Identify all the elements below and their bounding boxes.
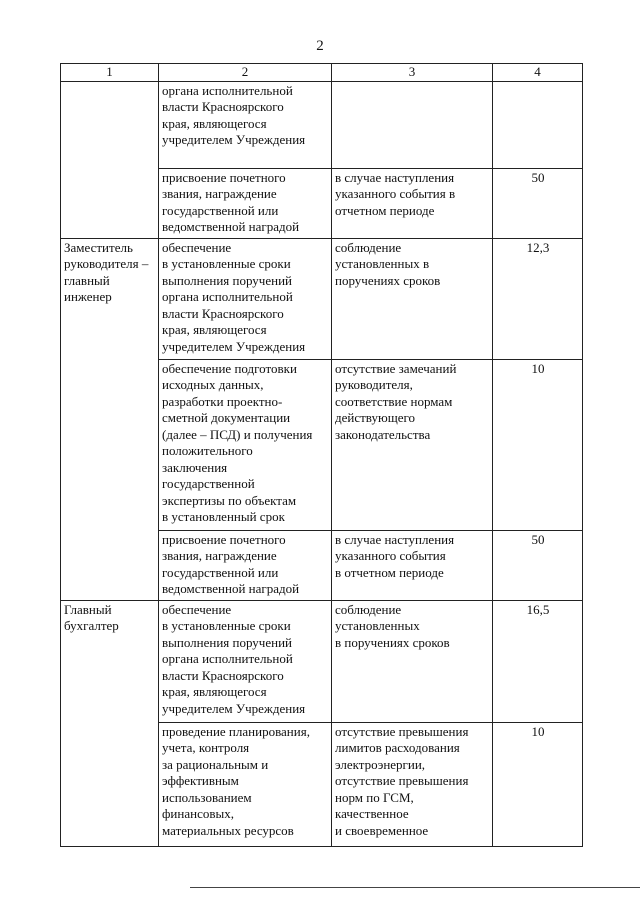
column-header: 3 [332,64,493,82]
position-cell: Главный бухгалтер [61,600,159,846]
table-row [61,600,583,722]
bottom-rule [190,887,640,888]
condition-cell: соблюдение установленных в поручениях сроков [332,238,493,359]
condition-cell: в случае наступления указанного события в отчетном периоде [332,168,493,238]
value-cell: 10 [493,359,583,530]
table-row [61,238,583,359]
page-number: 2 [316,38,324,54]
criteria-table [60,63,583,847]
value-cell: 12,3 [493,238,583,359]
indicator-cell: обеспечение подготовки исходных данных, разработки проектно- сметной документации (далее – ПСД) и получения положительного заключения государственной экспертизы по объектам в установленный срок [159,359,332,530]
position-cell [61,81,159,238]
value-cell: 50 [493,530,583,600]
value-cell: 16,5 [493,600,583,722]
condition-cell [332,81,493,168]
indicator-cell: обеспечение в установленные сроки выполнения поручений органа исполнительной власти Красноярского края, являющегося учредителем Учреждения [159,600,332,722]
condition-cell: отсутствие превышения лимитов расходования электроэнергии, отсутствие превышения норм по ГСМ, качественное и своевременное [332,722,493,846]
column-header: 1 [61,64,159,82]
indicator-cell: органа исполнительной власти Красноярского края, являющегося учредителем Учреждения [159,81,332,168]
condition-cell: отсутствие замечаний руководителя, соответствие нормам действующего законодательства [332,359,493,530]
indicator-cell: присвоение почетного звания, награждение государственной или ведомственной наградой [159,168,332,238]
indicator-cell: присвоение почетного звания, награждение государственной или ведомственной наградой [159,530,332,600]
indicator-cell: проведение планирования, учета, контроля за рациональным и эффективным использованием финансовых, материальных ресурсов [159,722,332,846]
condition-cell: в случае наступления указанного события в отчетном периоде [332,530,493,600]
value-cell: 10 [493,722,583,846]
condition-cell: соблюдение установленных в поручениях сроков [332,600,493,722]
value-cell [493,81,583,168]
column-header: 4 [493,64,583,82]
position-cell: Заместитель руководителя – главный инженер [61,238,159,600]
table-row [61,81,583,168]
table-header-row [61,64,583,82]
column-header: 2 [159,64,332,82]
value-cell: 50 [493,168,583,238]
indicator-cell: обеспечение в установленные сроки выполнения поручений органа исполнительной власти Красноярского края, являющегося учредителем Учреждения [159,238,332,359]
